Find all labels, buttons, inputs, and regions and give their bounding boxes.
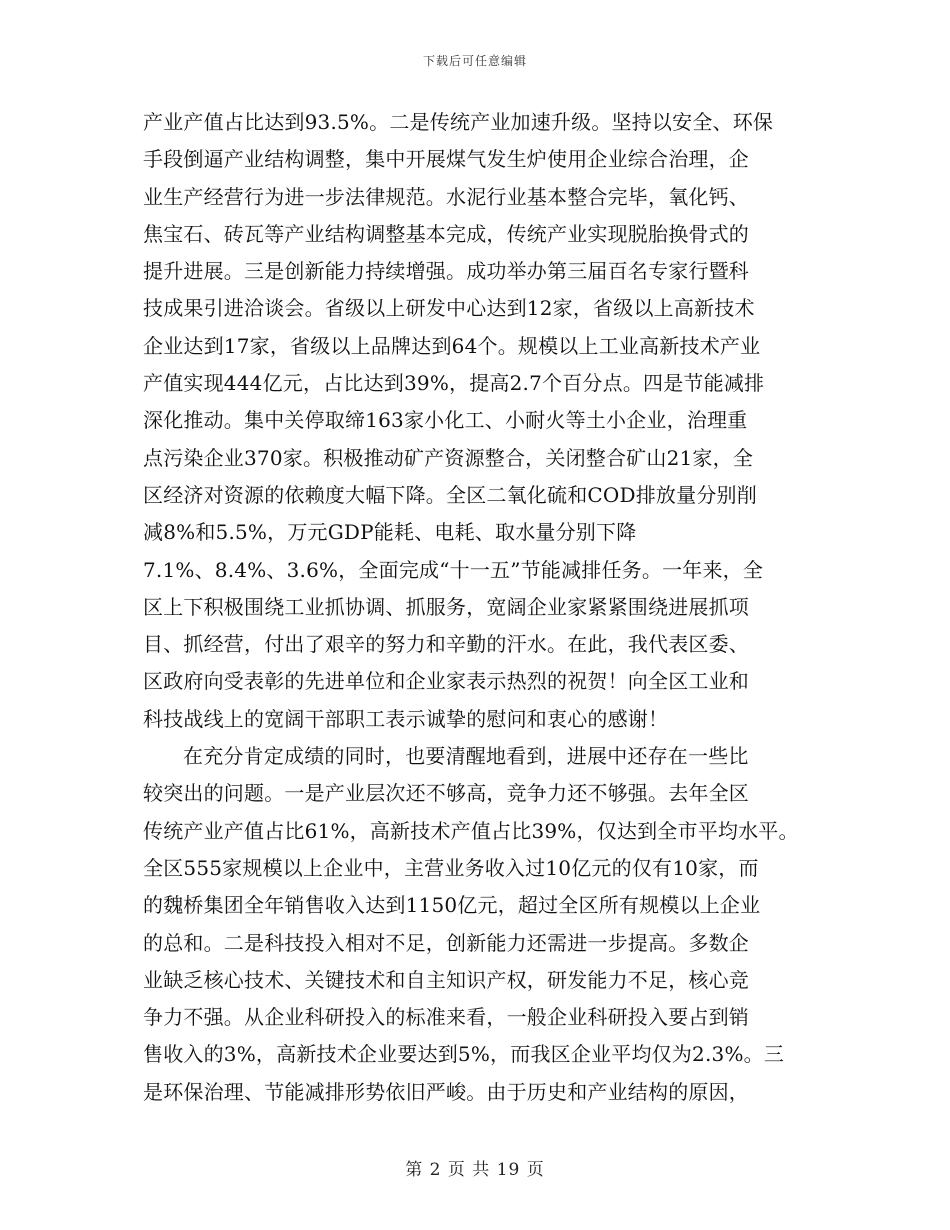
document-body	[143, 104, 813, 1111]
text-line: 焦宝石、砖瓦等产业结构调整基本完成，传统产业实现脱胎换骨式的	[143, 221, 749, 246]
paragraph-start-line: 在充分肯定成绩的同时，也要清醒地看到，进展中还存在一些比	[183, 744, 749, 769]
text-line: 争力不强。从企业科研投入的标准来看，一般企业科研投入要占到销	[143, 1005, 749, 1030]
text-line: 减8%和5.5%，万元GDP能耗、电耗、取水量分别下降	[143, 520, 637, 545]
text-line: 提升进展。三是创新能力持续增强。成功举办第三届百名专家行暨科	[143, 259, 749, 284]
text-line: 全区555家规模以上企业中，主营业务收入过10亿元的仅有10家，而	[143, 855, 759, 880]
text-line: 手段倒逼产业结构调整，集中开展煤气发生炉使用企业综合治理，企	[143, 147, 749, 172]
page-number: 第 2 页 共 19 页	[405, 1160, 545, 1180]
text-line: 点污染企业370家。积极推动矿产资源整合，关闭整合矿山21家，全	[143, 445, 754, 470]
page-header: 下载后可任意编辑	[422, 54, 527, 68]
text-line: 较突出的问题。一是产业层次还不够高，竞争力还不够强。去年全区	[143, 781, 749, 806]
text-line: 企业达到17家，省级以上品牌达到64个。规模以上工业高新技术产业	[143, 333, 761, 358]
text-line: 售收入的3%，高新技术企业要达到5%，而我区企业平均仅为2.3%。三	[143, 1042, 785, 1067]
text-line: 科技战线上的宽阔干部职工表示诚挚的慰问和衷心的感谢！	[143, 706, 669, 731]
text-line: 目、抓经营，付出了艰辛的努力和辛勤的汗水。在此，我代表区委、	[143, 632, 749, 657]
text-line: 深化推动。集中关停取缔163家小化工、小耐火等土小企业，治理重	[143, 408, 748, 433]
text-line: 产业产值占比达到93.5%。二是传统产业加速升级。坚持以安全、环保	[143, 110, 774, 134]
text-line: 的魏桥集团全年销售收入达到1150亿元，超过全区所有规模以上企业	[143, 893, 761, 918]
text-line: 区上下积极围绕工业抓协调、抓服务，宽阔企业家紧紧围绕进展抓项	[143, 594, 749, 619]
text-line: 区经济对资源的依赖度大幅下降。全区二氧化硫和COD排放量分别削	[143, 482, 757, 507]
text-line: 技成果引进洽谈会。省级以上研发中心达到12家，省级以上高新技术	[143, 296, 755, 321]
text-line: 产值实现444亿元，占比达到39%，提高2.7个百分点。四是节能减排	[143, 371, 765, 396]
text-line: 的总和。二是科技投入相对不足，创新能力还需进一步提高。多数企	[143, 930, 749, 955]
text-line: 业缺乏核心技术、关键技术和自主知识产权，研发能力不足，核心竞	[143, 967, 749, 992]
text-line: 业生产经营行为进一步法律规范。水泥行业基本整合完毕，氧化钙、	[143, 184, 749, 209]
text-line: 区政府向受表彰的先进单位和企业家表示热烈的祝贺！向全区工业和	[143, 669, 749, 694]
text-line: 传统产业产值占比61%，高新技术产值占比39%，仅达到全市平均水平。	[143, 818, 799, 843]
text-line: 7.1%、8.4%、3.6%，全面完成“十一五”节能减排任务。一年来，全	[143, 557, 764, 582]
text-line: 是环保治理、节能减排形势依旧严峻。由于历史和产业结构的原因，	[143, 1079, 749, 1104]
